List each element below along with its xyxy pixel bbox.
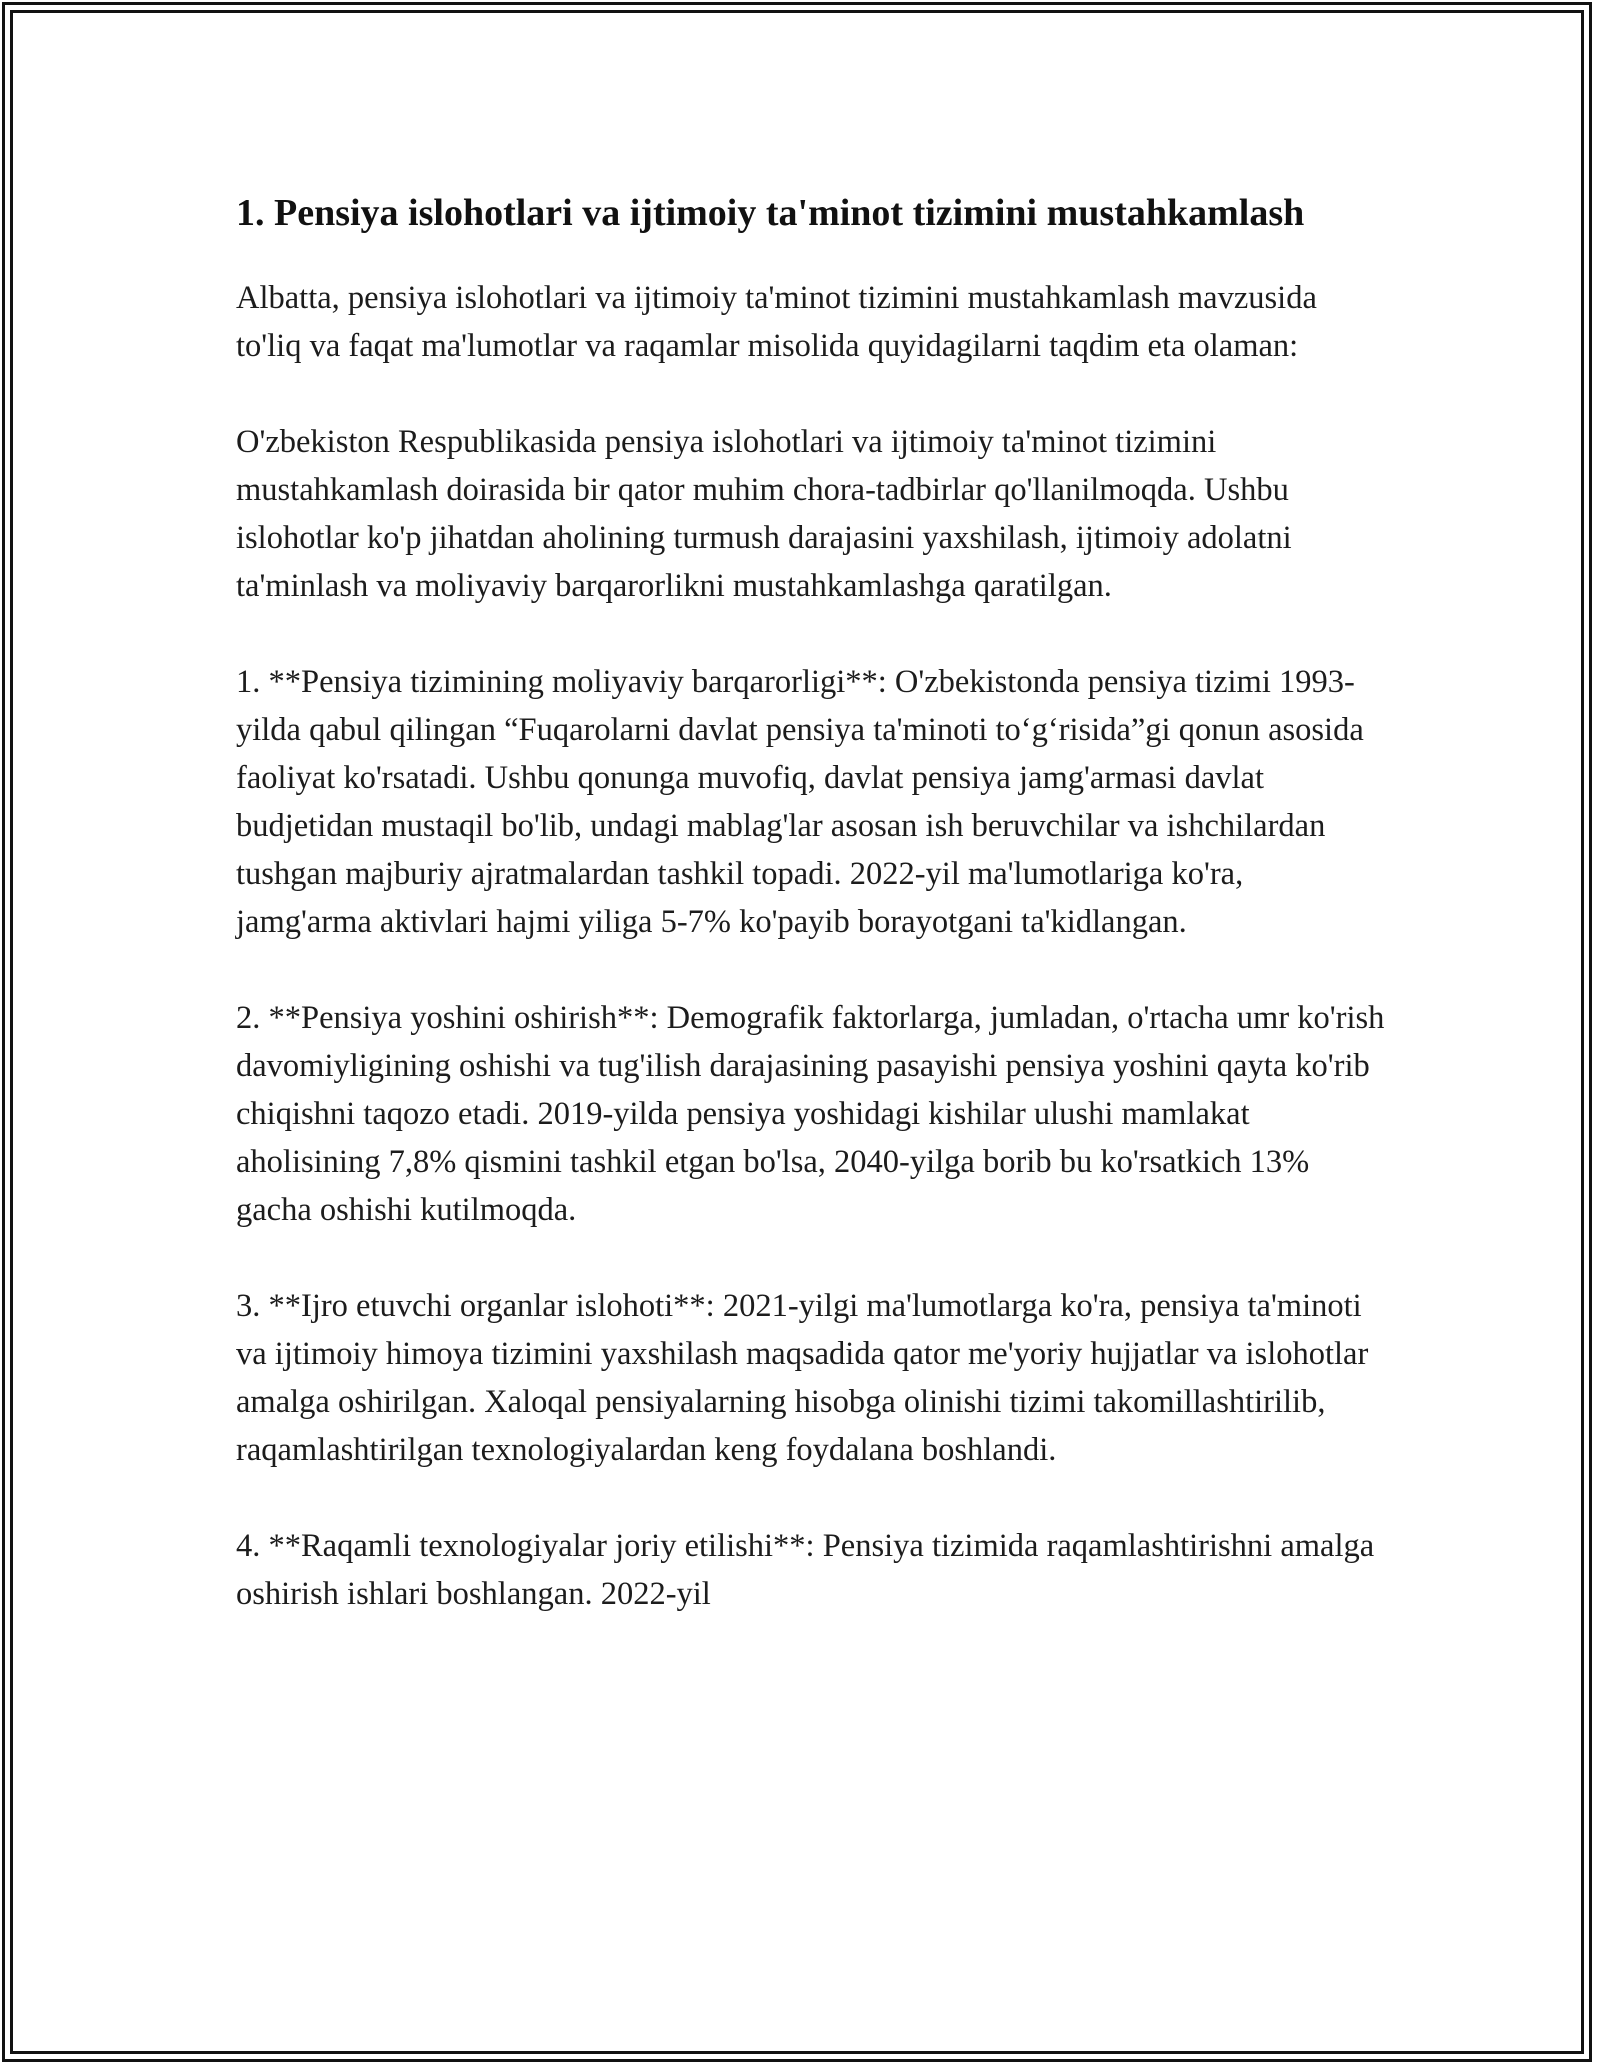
section-title: 1. Pensiya islohotlari va ijtimoiy ta'minot tizimini mustahkamlash xyxy=(236,192,1305,234)
list-item-retirement-age: 2. **Pensiya yoshini oshirish**: Demografik faktorlarga, jumladan, o'rtacha umr ko'rish davomiyligining oshishi va tug'ilish darajasining pasayishi pensiya yoshini qayta ko'rib chiqishni taqozo etadi. 2019-yilda pensiya yoshidagi kishilar ulushi mamlakat aholisining 7,8% qismini tashkil etgan bo'lsa, 2040-yilga borib bu ko'rsatkich 13% gacha oshishi kutilmoqda. xyxy=(236,1000,1385,1228)
list-item-financial-stability: 1. **Pensiya tizimining moliyaviy barqarorligi**: O'zbekistonda pensiya tizimi 1993-yilda qabul qilingan “Fuqarolarni davlat pensiya ta'minoti to‘g‘risida”gi qonun asosida faoliyat ko'rsatadi. Ushbu qonunga muvofiq, davlat pensiya jamg'armasi davlat budjetidan mustaqil bo'lib, undagi mablag'lar asosan ish beruvchilar va ishchilardan tushgan majburiy ajratmalardan tashkil topadi. 2022-yil ma'lumotlariga ko'ra, jamg'arma aktivlari hajmi yiliga 5-7% ko'payib borayotgani ta'kidlangan. xyxy=(236,664,1364,940)
context-paragraph: O'zbekiston Respublikasida pensiya islohotlari va ijtimoiy ta'minot tizimini mustahkamlash doirasida bir qator muhim chora-tadbirlar qo'llanilmoqda. Ushbu islohotlar ko'p jihatdan aholining turmush darajasini yaxshilash, ijtimoiy adolatni ta'minlash va moliyaviy barqarorlikni mustahkamlashga qaratilgan. xyxy=(236,424,1292,604)
list-item-digital-technologies: 4. **Raqamli texnologiyalar joriy etilishi**: Pensiya tizimida raqamlashtirishni amalga oshirish ishlari boshlangan. 2022-yil xyxy=(236,1528,1375,1612)
list-item-executive-reform: 3. **Ijro etuvchi organlar islohoti**: 2021-yilgi ma'lumotlarga ko'ra, pensiya ta'minoti va ijtimoiy himoya tizimini yaxshilash maqsadida qator me'yoriy hujjatlar va islohotlar amalga oshirilgan. Xaloqal pensiyalarning hisobga olinishi tizimi takomillashtirilib, raqamlashtirilgan texnologiyalardan keng foydalana boshlandi. xyxy=(236,1288,1369,1468)
document-body xyxy=(236,186,1386,1666)
intro-paragraph: Albatta, pensiya islohotlari va ijtimoiy ta'minot tizimini mustahkamlash mavzusida to'liq va faqat ma'lumotlar va raqamlar misolida quyidagilarni taqdim eta olaman: xyxy=(236,280,1317,364)
